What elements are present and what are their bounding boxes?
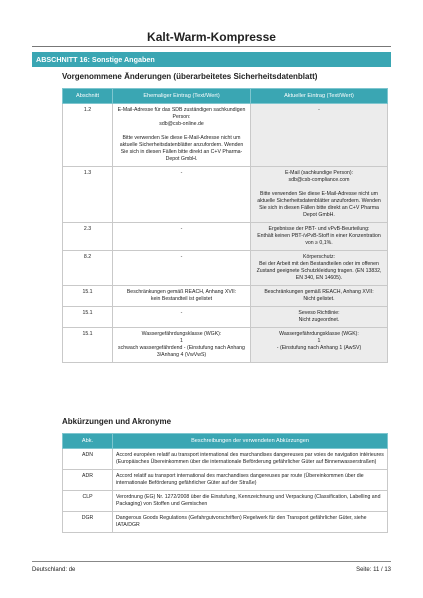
footer-country: Deutschland: de xyxy=(32,567,76,573)
cell-abbreviation: DGR xyxy=(63,512,113,533)
cell-abbreviation: CLP xyxy=(63,491,113,512)
title-divider xyxy=(32,46,391,47)
cell-former-entry: - xyxy=(113,307,251,328)
table-row xyxy=(63,167,388,223)
cell-description: Verordnung (EG) Nr. 1272/2008 über die Einstufung, Kennzeichnung und Verpackung (Classification, Labelling and Packaging) von Stoffen und Gemischen xyxy=(113,491,388,512)
cell-description: Accord européen relatif au transport international des marchandises dangereuses par voies de navigation intérieures (Europäisches Übereinkommen über die internationale Beförderung gefährlicher Güter auf Binnenwasserstraßen) xyxy=(113,449,388,470)
cell-current-entry: Seveso Richtlinie: Nicht zugeordnet. xyxy=(251,307,388,328)
cell-current-entry: E-Mail (sachkundige Person): sdb@csb-compliance.com Bitte verwenden Sie diese E-Mail-Adresse nicht um aktuelle Sicherheitsdatenblätter anzufordern. Wenden Sie sich in diesen Fällen bitte direkt an C+V Pharma Depot GmbH. xyxy=(251,167,388,223)
cell-former-entry: - xyxy=(113,223,251,251)
abbreviations-table xyxy=(62,433,388,533)
cell-section: 15.1 xyxy=(63,307,113,328)
cell-section: 1.3 xyxy=(63,167,113,223)
abbreviations-heading: Abkürzungen und Akronyme xyxy=(62,417,172,426)
cell-section: 8.2 xyxy=(63,251,113,286)
cell-section: 15.1 xyxy=(63,286,113,307)
cell-description: Accord relatif au transport international des marchandises dangereuses par route (Übereinkommen über die internationale Beförderung gefährlicher Güter auf der Straße) xyxy=(113,470,388,491)
cell-former-entry: - xyxy=(113,167,251,223)
table-row xyxy=(63,104,388,167)
cell-abbreviation: ADN xyxy=(63,449,113,470)
table-row xyxy=(63,491,388,512)
cell-former-entry: - xyxy=(113,251,251,286)
column-header-former: Ehemaliger Eintrag (Text/Wert) xyxy=(113,89,251,104)
table-row xyxy=(63,449,388,470)
column-header-section: Abschnitt xyxy=(63,89,113,104)
changes-heading: Vorgenommene Änderungen (überarbeitetes Sicherheitsdatenblatt) xyxy=(62,72,318,81)
cell-description: Dangerous Goods Regulations (Gefahrgutvorschriften) Regelwerk für den Transport gefährlicher Güter, siehe IATA/DGR xyxy=(113,512,388,533)
table-row xyxy=(63,328,388,363)
table-row xyxy=(63,470,388,491)
cell-current-entry: Ergebnisse der PBT- und vPvB-Beurteilung: Enthält keinen PBT-/vPvB-Stoff in einer Konzentration von ≥ 0,1%. xyxy=(251,223,388,251)
table-row xyxy=(63,307,388,328)
table-row xyxy=(63,223,388,251)
table-row xyxy=(63,512,388,533)
column-header-description: Beschreibungen der verwendeten Abkürzungen xyxy=(113,434,388,449)
page-title: Kalt-Warm-Kompresse xyxy=(147,30,276,44)
column-header-abbreviation: Abk. xyxy=(63,434,113,449)
cell-former-entry: E-Mail-Adresse für das SDB zuständigen sachkundigen Person: sdb@csb-online.de Bitte verwenden Sie diese E-Mail-Adresse nicht um aktuelle Sicherheitsdatenblätter anzufordern. Wenden Sie sich in diesen Fällen bitte direkt an C+V Pharma-Depot GmbH. xyxy=(113,104,251,167)
cell-current-entry: Beschränkungen gemäß REACH, Anhang XVII: Nicht gelistet. xyxy=(251,286,388,307)
cell-former-entry: Wassergefährdungsklasse (WGK): 1 schwach wassergefährdend - (Einstufung nach Anhang 3/Anhang 4 (VwVwS) xyxy=(113,328,251,363)
cell-section: 15.1 xyxy=(63,328,113,363)
column-header-current: Aktueller Eintrag (Text/Wert) xyxy=(251,89,388,104)
table-row xyxy=(63,251,388,286)
cell-current-entry: Wassergefährdungsklasse (WGK): 1 - (Einstufung nach Anhang 1 (AwSV) xyxy=(251,328,388,363)
section-heading: ABSCHNITT 16: Sonstige Angaben xyxy=(32,52,391,67)
table-row xyxy=(63,286,388,307)
cell-former-entry: Beschränkungen gemäß REACH, Anhang XVII: kein Bestandteil ist gelistet xyxy=(113,286,251,307)
cell-abbreviation: ADR xyxy=(63,470,113,491)
cell-section: 1.2 xyxy=(63,104,113,167)
cell-section: 2.3 xyxy=(63,223,113,251)
changes-table xyxy=(62,88,388,363)
footer-divider xyxy=(32,561,391,562)
footer-page-number: Seite: 11 / 13 xyxy=(356,567,391,573)
cell-current-entry: Körperschutz: Bei der Arbeit mit den Bestandteilen oder im offenen Zustand geeignete Schutzkleidung tragen. (EN 13832, EN 340, EN 14605). xyxy=(251,251,388,286)
cell-current-entry: - xyxy=(251,104,388,167)
